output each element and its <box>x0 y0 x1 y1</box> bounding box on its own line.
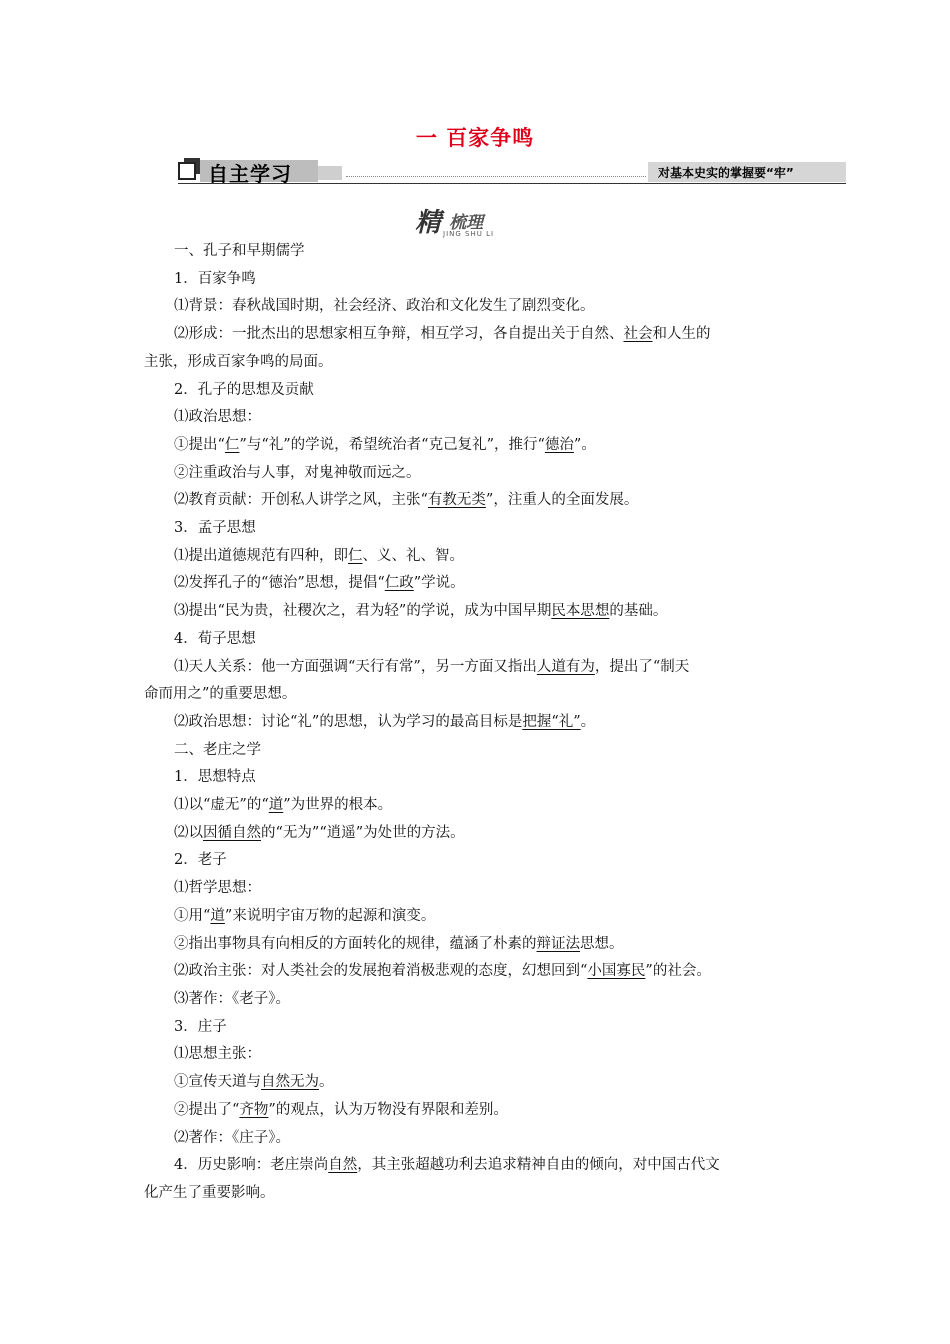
text-line <box>144 1014 808 1042</box>
banner-rule <box>178 183 846 184</box>
text-segment: 1．思想特点 <box>174 769 256 786</box>
underlined-term: 人道有为 <box>536 658 595 675</box>
underlined-term: 德治 <box>544 436 574 453</box>
text-line <box>144 404 808 432</box>
text-line <box>144 1180 808 1208</box>
text-line <box>144 1041 808 1069</box>
text-segment: 主张，形成百家争鸣的局面。 <box>144 353 333 370</box>
text-segment: ⑴政治思想： <box>174 409 261 426</box>
text-line <box>144 321 808 349</box>
text-line <box>144 1097 808 1125</box>
text-segment: ⑴提出道德规范有四种，即 <box>174 547 348 564</box>
text-segment: 3．孟子思想 <box>174 520 256 537</box>
logo-rest-chars: 梳理 <box>449 213 483 233</box>
text-segment: 的基础。 <box>609 603 668 620</box>
text-line <box>144 931 808 959</box>
jingshuli-logo <box>415 202 545 242</box>
text-segment: ⑶提出“民为贵，社稷次之，君为轻”的学说，成为中国早期 <box>174 603 552 620</box>
text-line <box>144 515 808 543</box>
text-line <box>144 958 808 986</box>
banner-right-label: 对基本史实的掌握要“牢” <box>658 166 794 180</box>
text-segment: ⑵以 <box>174 824 203 841</box>
text-segment: ”为世界的根本。 <box>283 797 393 814</box>
text-line <box>144 598 808 626</box>
banner-dotted-line <box>346 176 646 177</box>
text-line <box>144 875 808 903</box>
text-segment: ②注重政治与人事，对鬼神敬而远之。 <box>174 464 421 481</box>
text-line <box>144 238 808 266</box>
text-line <box>144 460 808 488</box>
text-segment: 4．荀子思想 <box>174 630 256 647</box>
section-banner <box>178 158 846 184</box>
text-segment: ①提出“ <box>174 436 225 453</box>
underlined-term: 把握“礼” <box>522 713 581 730</box>
text-segment: 的“无为”“逍遥”为处世的方法。 <box>261 824 465 841</box>
text-line <box>144 349 808 377</box>
underlined-term: 自然 <box>328 1157 358 1174</box>
text-segment: ⑵著作：《庄子》。 <box>174 1129 290 1146</box>
underlined-term: 仁政 <box>384 575 414 592</box>
text-segment: 2．老子 <box>174 852 227 869</box>
underlined-term: 小国寡民 <box>587 963 646 980</box>
underlined-term: 仁 <box>224 436 240 453</box>
underlined-term: 自然无为 <box>261 1074 319 1091</box>
text-segment: ⑴背景：春秋战国时期，社会经济、政治和文化发生了剧烈变化。 <box>174 298 595 315</box>
text-segment: 和人生的 <box>652 326 711 343</box>
underlined-term: 因循自然 <box>203 824 261 841</box>
underlined-term: 有教无类 <box>427 492 486 509</box>
text-segment: 一、孔子和早期儒学 <box>174 243 305 259</box>
text-line <box>144 266 808 294</box>
text-segment: 二、老庄之学 <box>174 741 261 758</box>
text-segment: ⑵政治思想：讨论“礼”的思想，认为学习的最高目标是 <box>174 713 523 730</box>
text-segment: ”与“礼”的学说，希望统治者“克己复礼”，推行“ <box>239 436 545 453</box>
text-line <box>144 293 808 321</box>
text-segment: 命而用之”的重要思想。 <box>144 686 297 703</box>
text-segment: 、义、礼、智。 <box>362 547 464 564</box>
text-line <box>144 709 808 737</box>
text-segment: ”的观点，认为万物没有界限和差别。 <box>268 1101 508 1118</box>
text-segment: ②提出了“ <box>174 1101 240 1118</box>
text-segment: 1．百家争鸣 <box>174 270 256 287</box>
text-segment: 思想。 <box>580 935 624 952</box>
text-line <box>144 820 808 848</box>
text-segment: ⑴以“虚无”的“ <box>174 797 269 814</box>
text-line <box>144 1125 808 1153</box>
text-line <box>144 903 808 931</box>
text-segment: 2．孔子的思想及贡献 <box>174 381 314 398</box>
text-segment: ，提出了“制天 <box>594 658 690 675</box>
logo-pinyin: JING SHU LI <box>443 230 495 238</box>
text-line <box>144 487 808 515</box>
text-segment: ”学说。 <box>413 575 465 592</box>
document-body <box>144 238 808 1208</box>
text-segment: ”，注重人的全面发展。 <box>485 492 639 509</box>
text-line <box>144 1152 808 1180</box>
text-segment: ⑴哲学思想： <box>174 880 261 897</box>
logo-big-char: 精 <box>415 208 442 238</box>
text-segment: ⑵形成：一批杰出的思想家相互争辩，相互学习，各自提出关于自然、 <box>174 326 624 343</box>
text-segment: ⑵发挥孔子的“德治”思想，提倡“ <box>174 575 385 592</box>
text-line <box>144 681 808 709</box>
underlined-term: 辩证法 <box>536 935 580 952</box>
text-segment: ⑴思想主张： <box>174 1046 261 1063</box>
text-line <box>144 626 808 654</box>
text-line <box>144 654 808 682</box>
text-segment: ⑵教育贡献：开创私人讲学之风，主张“ <box>174 492 428 509</box>
text-line <box>144 432 808 460</box>
text-segment: ”。 <box>573 436 596 453</box>
text-line <box>144 847 808 875</box>
banner-label: 自主学习 <box>208 162 292 186</box>
text-line <box>144 737 808 765</box>
text-segment: ②指出事物具有向相反的方面转化的规律，蕴涵了朴素的 <box>174 935 537 952</box>
text-line <box>144 377 808 405</box>
text-segment: ①宣传天道与 <box>174 1074 261 1091</box>
underlined-term: 齐物 <box>239 1101 269 1118</box>
text-segment: ⑵政治主张：对人类社会的发展抱着消极悲观的态度，幻想回到“ <box>174 963 588 980</box>
text-line <box>144 792 808 820</box>
underlined-term: 民本思想 <box>551 603 610 620</box>
text-segment: ”来说明宇宙万物的起源和演变。 <box>224 907 436 924</box>
underlined-term: 仁 <box>348 547 363 564</box>
text-segment: ①用“ <box>174 907 211 924</box>
text-line <box>144 1069 808 1097</box>
text-segment: ⑶著作：《老子》。 <box>174 990 290 1007</box>
text-line <box>144 764 808 792</box>
banner-square-outline-icon <box>178 162 196 180</box>
underlined-term: 道 <box>210 907 225 924</box>
text-line <box>144 570 808 598</box>
page-title: 一 百家争鸣 <box>415 126 535 150</box>
banner-divider-block <box>318 166 342 180</box>
text-line <box>144 543 808 571</box>
text-segment: 。 <box>319 1074 334 1091</box>
text-segment: ，其主张超越功利去追求精神自由的倾向，对中国古代文 <box>357 1157 720 1174</box>
underlined-term: 社会 <box>623 326 653 343</box>
text-segment: ”的社会。 <box>645 963 711 980</box>
text-segment: 4．历史影响：老庄崇尚 <box>174 1157 329 1174</box>
text-segment: 。 <box>580 713 596 730</box>
underlined-term: 道 <box>268 797 284 814</box>
text-line <box>144 986 808 1014</box>
text-segment: ⑴天人关系：他一方面强调“天行有常”，另一方面又指出 <box>174 658 537 675</box>
text-segment: 3．庄子 <box>174 1018 227 1035</box>
text-segment: 化产生了重要影响。 <box>144 1184 275 1201</box>
